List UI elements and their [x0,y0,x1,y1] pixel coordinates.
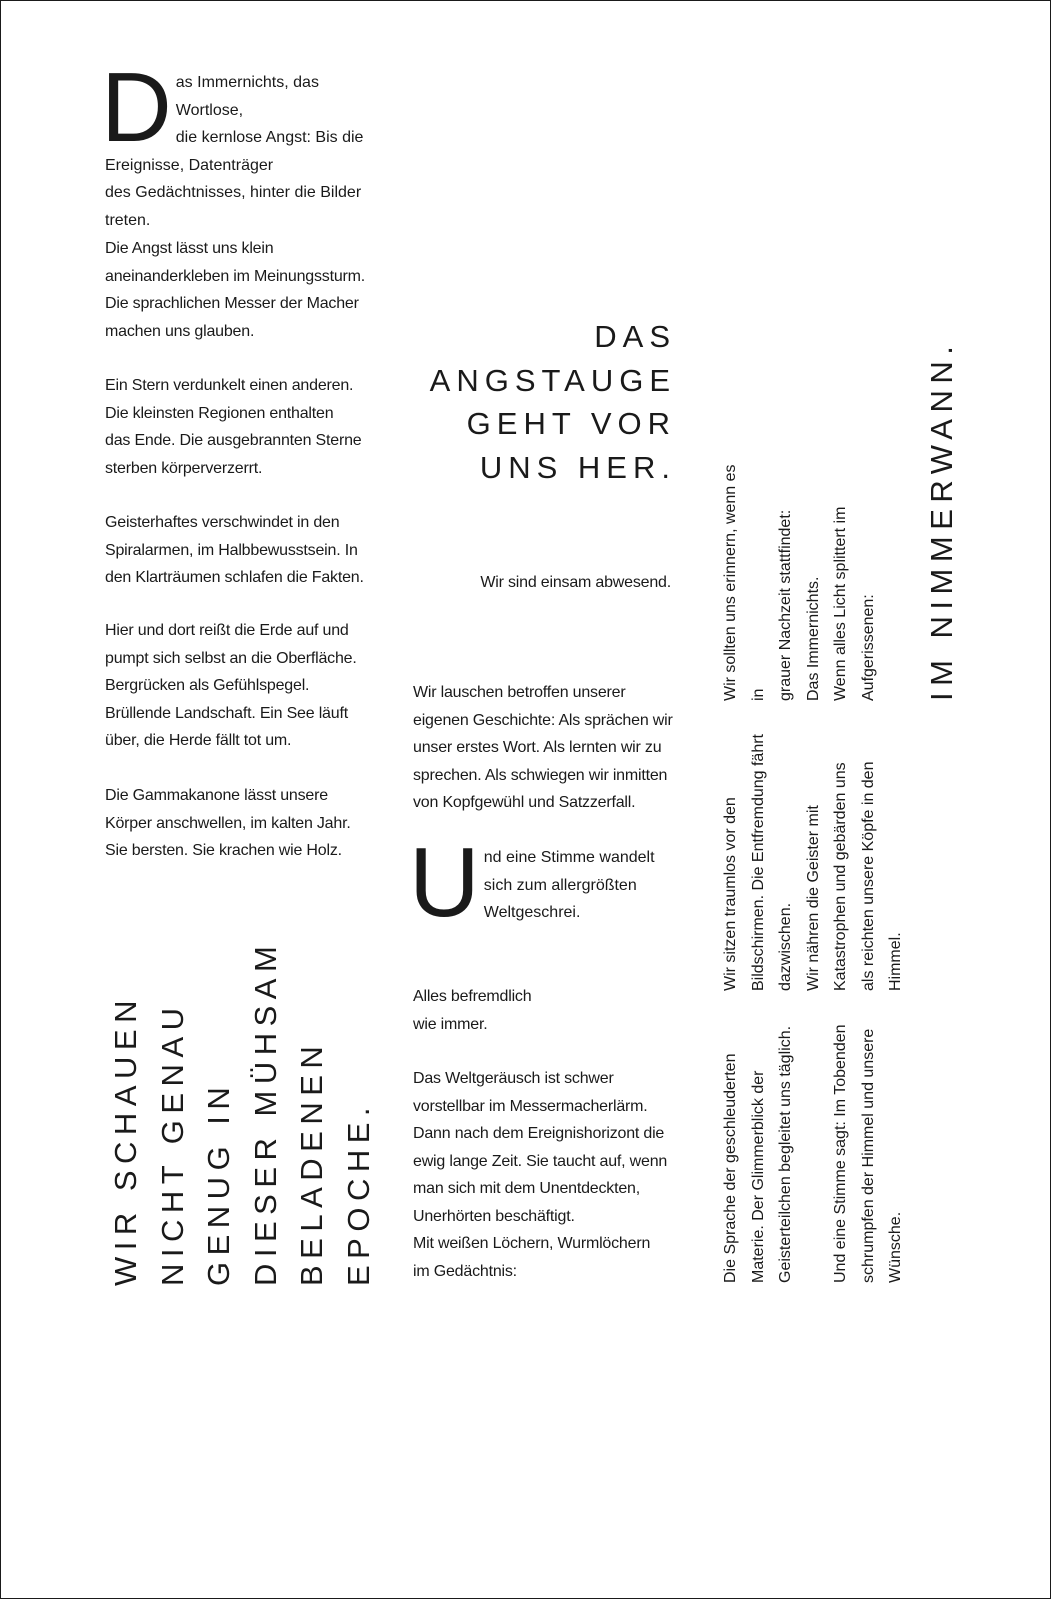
intro-block [101,52,375,234]
paragraph-text: Ein Stern verdunkelt einen anderen. Die kleinsten Regionen enthalten das Ende. Die ausgebrannten Sterne sterben körperverzerrt. [105,377,362,477]
col3-text-traumlos: Wir sitzen traumlos vor den Bildschirmen. Die Entfremdung fährt dazwischen. Wir nähren die Geister mit [722,734,822,991]
col3-text-licht: Wenn alles Licht splittert im Aufgerissenen: [832,506,877,701]
stimme-text: nd eine Stimme wandelt sich zum allergrößten Weltgeschrei. [483,849,655,921]
col3-text-stimme: Und eine Stimme sagt: Im Tobenden schrumpfen der Himmel und unsere Wünsche. [832,1024,904,1283]
col2-paragraph-1 [413,679,693,817]
col2-paragraph-3 [413,1065,693,1285]
col2-line-einsam [401,569,671,597]
paragraph-text: Geisterhaftes verschwindet in den Spiralarmen, im Halbbewusstsein. In den Klarträumen schlafen die Fakten. [105,514,364,586]
col3-text-sprache: Die Sprache der geschleuderten Materie. Der Glimmerblick der Geisterteilchen begleitet uns täglich. [722,1025,794,1283]
col1-paragraph-3 [105,509,385,592]
vertical-title-epoche: WIR SCHAUEN NICHT GENAU GENUG IN DIESER MÜHSAM BELADENEN EPOCHE. [108,939,376,1286]
paragraph-text: Wir sind einsam abwesend. [480,574,671,591]
title-angstauge: DAS ANGSTAUGE GEHT VOR UNS HER. [429,319,676,485]
col1-paragraph-4 [105,617,385,755]
col1-paragraph-1 [105,235,385,345]
paragraph-text: Das Weltgeräusch ist schwer vorstellbar im Messermacherlärm. Dann nach dem Ereignishorizont die ewig lange Zeit. Sie taucht auf, wenn man sich mit dem Unentdeckten, Unerhörten beschäftigt. Mit weißen Löchern, Wurmlöchern im Gedächtnis: [413,1070,668,1280]
paragraph-text: Die Gammakanone lässt unsere Körper anschwellen, im kalten Jahr. Sie bersten. Sie krachen wie Holz. [105,787,351,859]
col1-paragraph-5 [105,782,385,865]
vertical-title-nimmerwann: IM NIMMERWANN. [924,339,959,701]
col3-text-katastrophen: Katastrophen und gebärden uns als reichten unsere Köpfe in den Himmel. [832,761,904,991]
col3-text-erinnern: Wir sollten uns erinnern, wenn es in grauer Nachzeit stattfindet: Das Immernichts. [722,464,822,701]
dropcap-d: D [101,52,172,162]
intro-text: as Immernichts, das Wortlose, die kernlose Angst: Bis die Ereignisse, Datenträger des Gedächtnisses, hinter die Bilder treten. [105,74,364,229]
stimme-block [409,827,683,937]
paragraph-text: Alles befremdlich wie immer. [413,988,532,1033]
paragraph-text: Die Angst lässt uns klein aneinanderkleben im Meinungssturm. Die sprachlichen Messer der Macher machen uns glauben. [105,240,366,340]
col1-paragraph-2 [105,372,385,482]
paragraph-text: Hier und dort reißt die Erde auf und pumpt sich selbst an die Oberfläche. Bergrücken als Gefühlspegel. Brüllende Landschaft. Ein See läuft über, die Herde fällt tot um. [105,622,357,749]
dropcap-u: U [409,827,480,937]
paragraph-text: Wir lauschen betroffen unserer eigenen Geschichte: Als sprächen wir unser erstes Wort. Als lernten wir zu sprechen. Als schwiegen wir inmitten von Kopfgewühl und Satzzerfall. [413,684,673,811]
col2-paragraph-2 [413,983,693,1038]
